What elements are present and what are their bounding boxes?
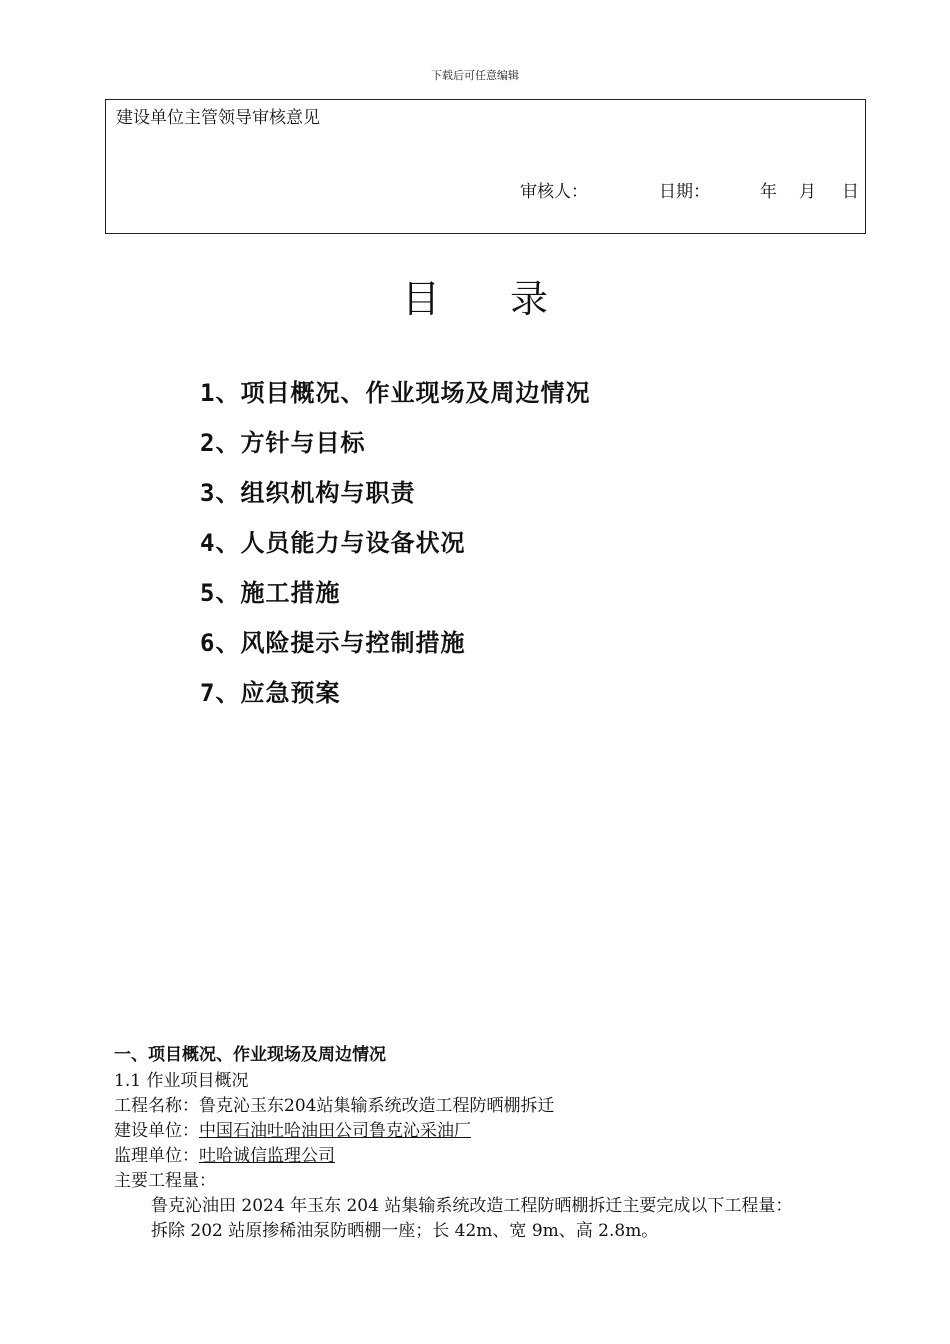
month-label: 月 <box>799 182 816 202</box>
supervisor-label: 监理单位： <box>114 1146 199 1166</box>
toc-title: 目录 <box>401 277 618 321</box>
reviewer-label: 审核人： <box>520 182 588 202</box>
subsection-heading: 1.1 作业项目概况 <box>114 1071 249 1091</box>
toc-item: 4、人员能力与设备状况 <box>200 529 466 557</box>
workload-paragraph-2: 拆除 202 站原掺稀油泵防晒棚一座；长 42m、宽 9m、高 2.8m。 <box>151 1221 659 1241</box>
builder-line <box>114 1116 471 1141</box>
page-header-note: 下载后可任意编辑 <box>431 69 519 82</box>
toc-item: 7、应急预案 <box>200 679 341 707</box>
supervisor-line <box>114 1141 335 1166</box>
builder-value: 中国石油吐哈油田公司鲁克沁采油厂 <box>199 1121 471 1141</box>
toc-list <box>200 372 590 722</box>
project-name-line <box>114 1091 554 1116</box>
project-name-label: 工程名称： <box>114 1096 199 1116</box>
toc-item: 2、方针与目标 <box>200 429 366 457</box>
toc-item: 5、施工措施 <box>200 579 341 607</box>
review-box-title: 建设单位主管领导审核意见 <box>116 108 320 128</box>
year-label: 年 <box>760 182 777 202</box>
workload-paragraph-1: 鲁克沁油田 2024 年玉东 204 站集输系统改造工程防晒棚拆迁主要完成以下工程量： <box>151 1196 793 1216</box>
day-label: 日 <box>842 182 859 202</box>
toc-item: 6、风险提示与控制措施 <box>200 629 466 657</box>
toc-item: 3、组织机构与职责 <box>200 479 416 507</box>
project-name-value: 鲁克沁玉东204站集输系统改造工程防晒棚拆迁 <box>199 1096 555 1116</box>
section-heading: 一、项目概况、作业现场及周边情况 <box>114 1045 386 1065</box>
builder-label: 建设单位： <box>114 1121 199 1141</box>
supervisor-value: 吐哈诚信监理公司 <box>199 1146 335 1166</box>
workload-label: 主要工程量： <box>114 1171 216 1191</box>
review-opinion-box <box>105 99 866 234</box>
toc-item: 1、项目概况、作业现场及周边情况 <box>200 379 591 407</box>
date-label: 日期： <box>659 182 710 202</box>
